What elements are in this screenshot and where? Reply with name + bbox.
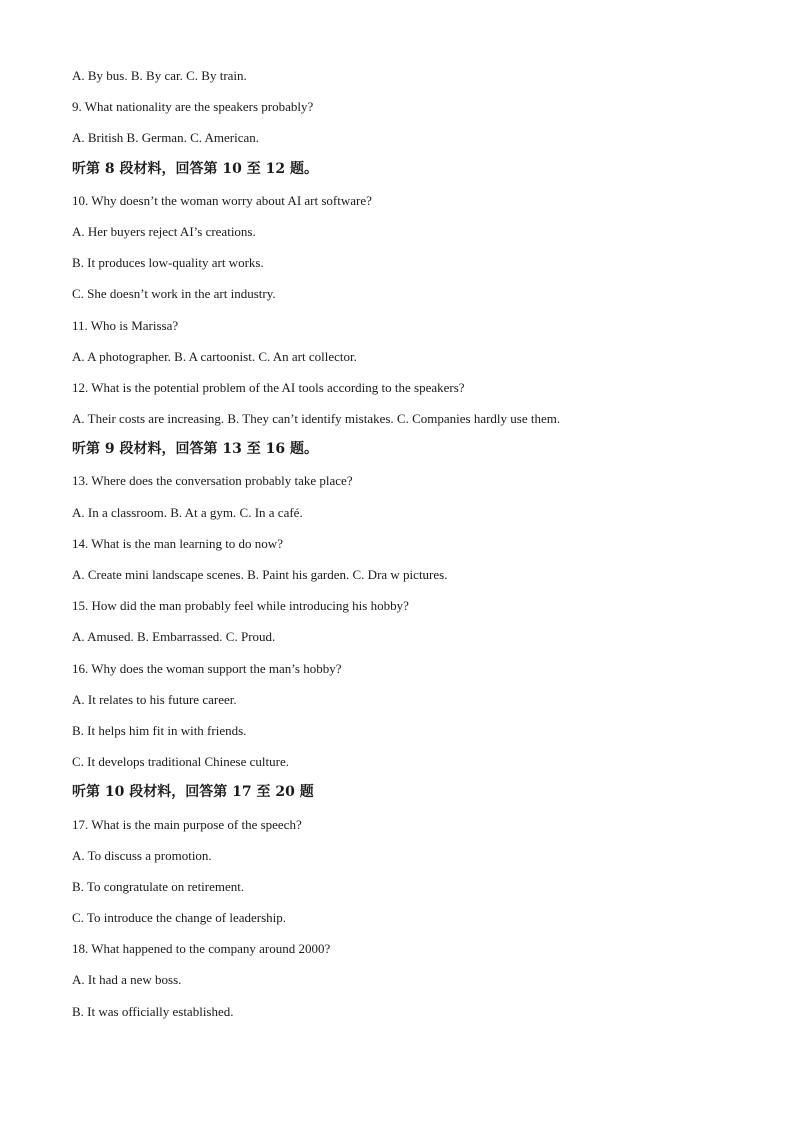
option-line: A. By bus. B. By car. C. By train. xyxy=(72,68,247,83)
option-line: A. Their costs are increasing. B. They can’t identify mistakes. C. Companies hardly use them. xyxy=(72,411,561,427)
section-heading: 听第 10 段材料，回答第 17 至 20 题 xyxy=(72,784,314,801)
option-line: B. It was officially established. xyxy=(72,1003,234,1019)
option-line: A. British B. German. C. American. xyxy=(72,130,260,146)
option-line: A. To discuss a promotion. xyxy=(72,847,212,863)
option-line: B. To congratulate on retirement. xyxy=(72,878,245,894)
section-heading: 听第 9 段材料，回答第 13 至 16 题。 xyxy=(72,441,318,458)
question-line: 18. What happened to the company around 2000? xyxy=(72,941,331,957)
option-line: C. It develops traditional Chinese culture. xyxy=(72,754,289,770)
option-line: A. Amused. B. Embarrassed. C. Proud. xyxy=(72,629,276,645)
option-line: A. In a classroom. B. At a gym. C. In a café. xyxy=(72,504,303,520)
option-line: C. To introduce the change of leadership. xyxy=(72,910,287,926)
question-line: 12. What is the potential problem of the AI tools according to the speakers? xyxy=(72,379,465,395)
question-line: 15. How did the man probably feel while introducing his hobby? xyxy=(72,598,409,614)
option-line: C. She doesn’t work in the art industry. xyxy=(72,286,276,302)
option-line: A. It had a new boss. xyxy=(72,972,182,988)
question-line: 14. What is the man learning to do now? xyxy=(72,535,283,551)
option-line: A. A photographer. B. A cartoonist. C. An art collector. xyxy=(72,348,357,364)
document-page xyxy=(72,60,732,1027)
option-line: A. It relates to his future career. xyxy=(72,691,237,707)
option-line: B. It produces low-quality art works. xyxy=(72,255,264,271)
question-line: 11. Who is Marissa? xyxy=(72,317,179,333)
question-line: 9. What nationality are the speakers probably? xyxy=(72,99,314,115)
question-line: 16. Why does the woman support the man’s hobby? xyxy=(72,660,342,676)
question-line: 13. Where does the conversation probably take place? xyxy=(72,473,353,489)
option-line: A. Her buyers reject AI’s creations. xyxy=(72,223,256,239)
question-line: 17. What is the main purpose of the speech? xyxy=(72,816,302,832)
option-line: B. It helps him fit in with friends. xyxy=(72,722,247,738)
section-heading: 听第 8 段材料，回答第 10 至 12 题。 xyxy=(72,160,318,177)
option-line: A. Create mini landscape scenes. B. Paint his garden. C. Dra w pictures. xyxy=(72,567,448,582)
question-line: 10. Why doesn’t the woman worry about AI art software? xyxy=(72,192,372,208)
